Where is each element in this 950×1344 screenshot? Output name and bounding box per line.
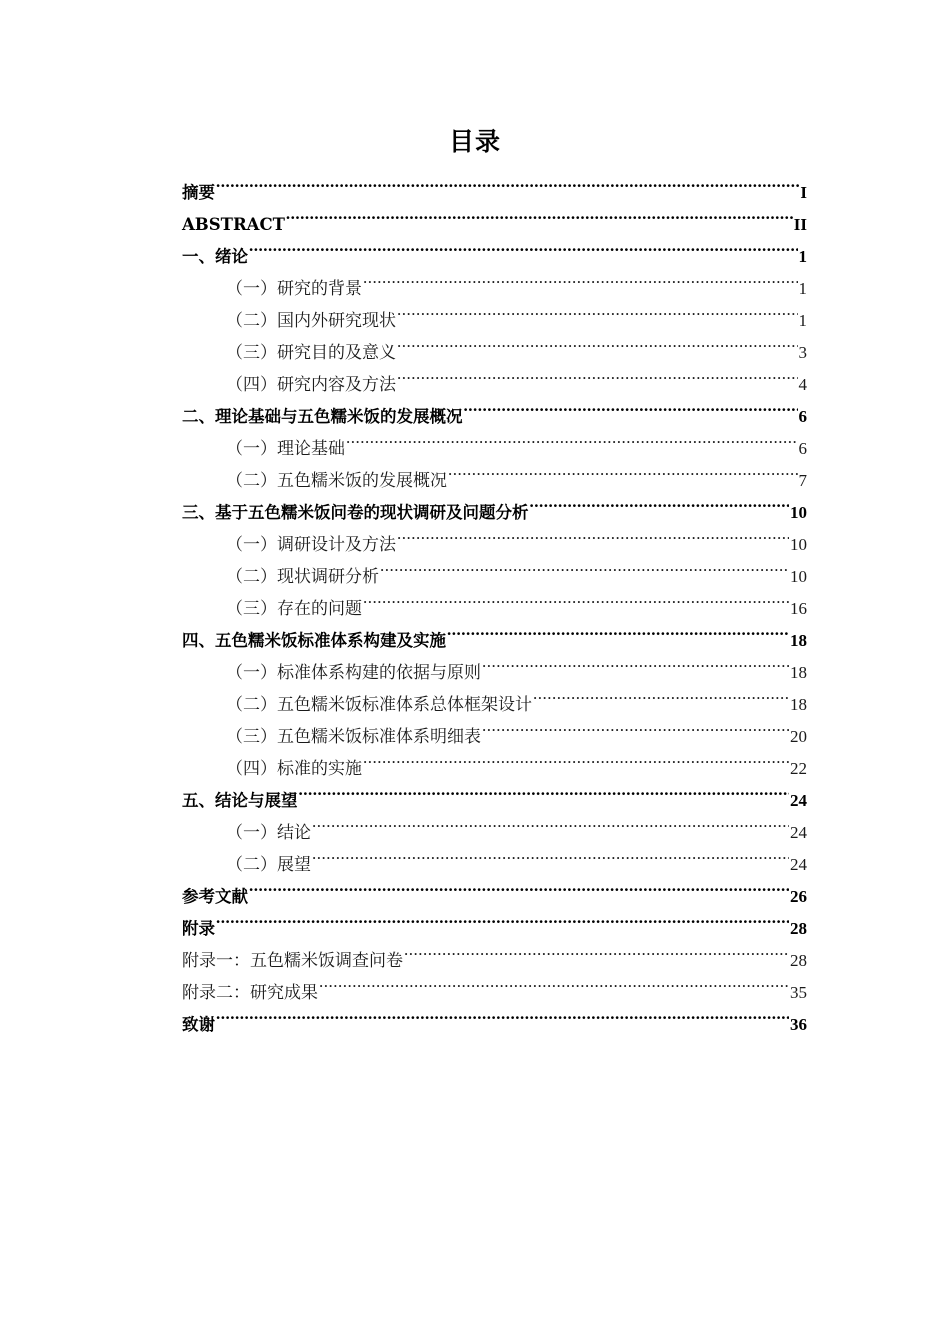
toc-entry-page: I bbox=[800, 183, 807, 202]
toc-dot-leader bbox=[312, 838, 789, 870]
toc-entry-label: （二）现状调研分析 bbox=[226, 567, 379, 587]
toc-entry-label: （二）展望 bbox=[226, 855, 311, 875]
toc-dot-leader bbox=[249, 230, 798, 262]
toc-entry-page: 1 bbox=[798, 279, 807, 298]
toc-entry-label: 参考文献 bbox=[182, 887, 248, 906]
toc-entry-page: 18 bbox=[790, 631, 807, 650]
toc-entry-page: 10 bbox=[790, 567, 807, 586]
toc-entry-label: 二、理论基础与五色糯米饭的发展概况 bbox=[182, 407, 463, 426]
toc-entry-label: （一）标准体系构建的依据与原则 bbox=[226, 663, 481, 683]
toc-dot-leader bbox=[380, 550, 789, 582]
toc-entry-page: 24 bbox=[790, 823, 807, 842]
toc-entry-page: 22 bbox=[790, 759, 807, 778]
toc-entry-page: 26 bbox=[790, 887, 807, 906]
toc-dot-leader bbox=[249, 870, 789, 902]
toc-entry-acknowledgements[interactable] bbox=[182, 998, 807, 1034]
toc-entry-page: 36 bbox=[790, 1015, 807, 1034]
toc-entry-label: （二）五色糯米饭标准体系总体框架设计 bbox=[226, 695, 532, 715]
toc-entry-page: 3 bbox=[798, 343, 807, 362]
toc-entry-label: （三）存在的问题 bbox=[226, 599, 362, 619]
toc-dot-leader bbox=[447, 614, 789, 646]
toc-entry-label: （一）调研设计及方法 bbox=[226, 535, 396, 555]
toc-entry-page: 24 bbox=[790, 855, 807, 874]
toc-dot-leader bbox=[319, 966, 789, 998]
toc-entry-label: 致谢 bbox=[182, 1015, 215, 1034]
table-of-contents bbox=[182, 166, 807, 1034]
toc-entry-label: （一）理论基础 bbox=[226, 439, 345, 459]
toc-dot-leader bbox=[346, 422, 798, 454]
toc-dot-leader bbox=[216, 166, 799, 198]
toc-entry-label: （四）标准的实施 bbox=[226, 759, 362, 779]
toc-entry-page: 18 bbox=[790, 695, 807, 714]
toc-dot-leader bbox=[448, 454, 798, 486]
toc-entry-appendix-1[interactable] bbox=[182, 934, 807, 971]
toc-entry-label: 摘要 bbox=[182, 183, 215, 202]
toc-dot-leader bbox=[397, 294, 798, 326]
toc-dot-leader bbox=[363, 742, 789, 774]
toc-entry-page: 35 bbox=[790, 983, 807, 1002]
toc-dot-leader bbox=[404, 934, 789, 966]
page-title: 目录 bbox=[448, 127, 501, 156]
toc-entry-abstract-en[interactable] bbox=[182, 198, 807, 234]
toc-dot-leader bbox=[299, 774, 790, 806]
toc-entry-page: 7 bbox=[798, 471, 807, 490]
toc-entry-label: （二）五色糯米饭的发展概况 bbox=[226, 471, 447, 491]
toc-dot-leader bbox=[363, 582, 789, 614]
toc-entry-section-1-1[interactable] bbox=[182, 262, 807, 299]
toc-entry-label: 一、绪论 bbox=[182, 247, 248, 266]
toc-dot-leader bbox=[482, 646, 789, 678]
toc-entry-label: （一）研究的背景 bbox=[226, 279, 362, 299]
toc-dot-leader bbox=[397, 326, 798, 358]
toc-entry-label: 五、结论与展望 bbox=[182, 791, 298, 810]
toc-dot-leader bbox=[363, 262, 798, 294]
toc-entry-label: 附录一：五色糯米饭调查问卷 bbox=[182, 951, 403, 971]
toc-dot-leader bbox=[286, 198, 793, 230]
toc-entry-page: 4 bbox=[798, 375, 807, 394]
toc-dot-leader bbox=[312, 806, 789, 838]
toc-entry-label: ABSTRACT bbox=[182, 215, 285, 234]
toc-entry-page: 1 bbox=[798, 247, 807, 266]
toc-dot-leader bbox=[533, 678, 789, 710]
toc-entry-page: II bbox=[793, 215, 807, 234]
toc-entry-abstract-cn[interactable] bbox=[182, 166, 807, 202]
toc-entry-page: 28 bbox=[790, 951, 807, 970]
toc-entry-page: 24 bbox=[790, 791, 807, 810]
toc-entry-page: 16 bbox=[790, 599, 807, 618]
toc-dot-leader bbox=[216, 902, 789, 934]
toc-entry-label: （一）结论 bbox=[226, 823, 311, 843]
toc-entry-page: 6 bbox=[798, 439, 807, 458]
toc-entry-label: 三、基于五色糯米饭问卷的现状调研及问题分析 bbox=[182, 503, 529, 522]
toc-entry-label: （三）研究目的及意义 bbox=[226, 343, 396, 363]
toc-dot-leader bbox=[482, 710, 789, 742]
toc-entry-label: 附录 bbox=[182, 919, 215, 938]
toc-dot-leader bbox=[464, 390, 798, 422]
toc-entry-label: 四、五色糯米饭标准体系构建及实施 bbox=[182, 631, 446, 650]
toc-entry-appendix[interactable] bbox=[182, 902, 807, 938]
toc-entry-page: 20 bbox=[790, 727, 807, 746]
toc-dot-leader bbox=[397, 518, 789, 550]
toc-entry-chapter-1[interactable] bbox=[182, 230, 807, 266]
toc-entry-references[interactable] bbox=[182, 870, 807, 906]
toc-dot-leader bbox=[216, 998, 789, 1030]
toc-entry-page: 28 bbox=[790, 919, 807, 938]
toc-entry-label: 附录二：研究成果 bbox=[182, 983, 318, 1003]
toc-dot-leader bbox=[397, 358, 798, 390]
toc-entry-page: 6 bbox=[798, 407, 807, 426]
toc-entry-label: （二）国内外研究现状 bbox=[226, 311, 396, 331]
toc-entry-page: 10 bbox=[790, 535, 807, 554]
toc-entry-label: （三）五色糯米饭标准体系明细表 bbox=[226, 727, 481, 747]
toc-dot-leader bbox=[530, 486, 790, 518]
toc-entry-page: 18 bbox=[790, 663, 807, 682]
toc-entry-label: （四）研究内容及方法 bbox=[226, 375, 396, 395]
toc-entry-page: 10 bbox=[790, 503, 807, 522]
toc-entry-page: 1 bbox=[798, 311, 807, 330]
